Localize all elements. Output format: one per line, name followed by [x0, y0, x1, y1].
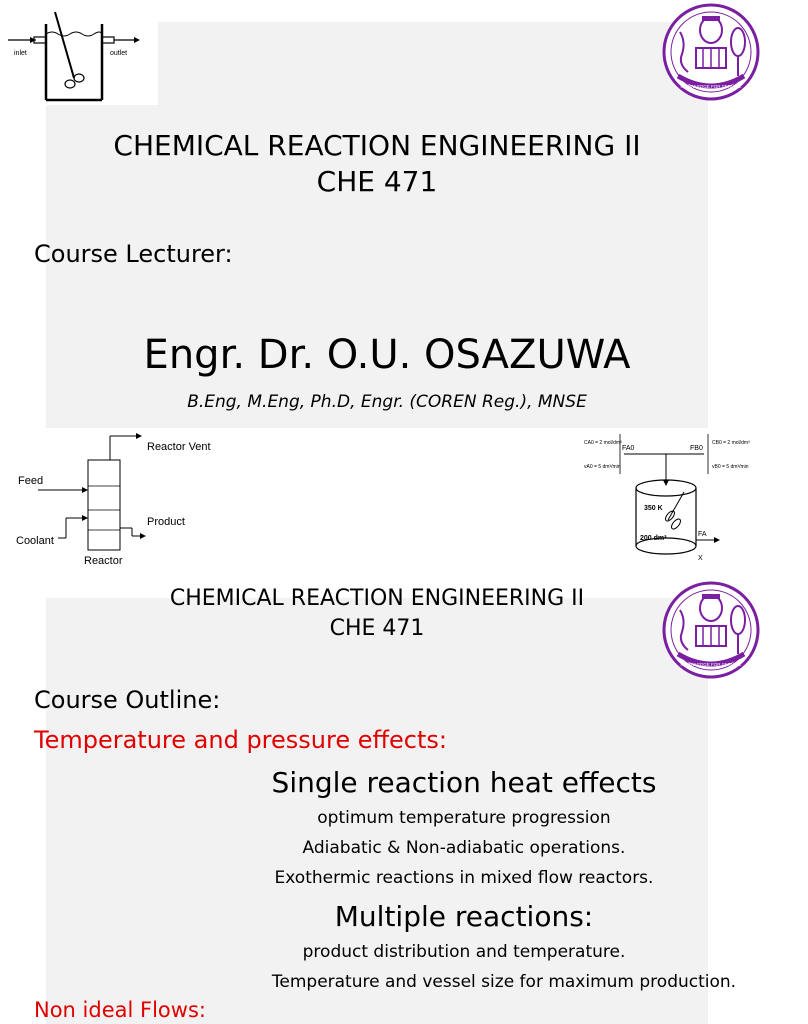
item-2-1: product distribution and temperature. — [302, 942, 626, 962]
volume-label: 200 dm³ — [640, 535, 667, 542]
heading-single-reaction: Single reaction heat effects — [271, 766, 657, 799]
section-non-ideal-flows: Non ideal Flows: — [34, 998, 206, 1022]
course-code-2: CHE 471 — [329, 616, 425, 641]
conversion-label: X — [698, 555, 703, 562]
temperature-label: 350 K — [644, 505, 663, 512]
feed-label: Feed — [18, 475, 44, 487]
item-1-2: Adiabatic & Non-adiabatic operations. — [302, 838, 626, 858]
va0-label: vA0 = 5 dm³/min — [584, 464, 621, 470]
item-1-3: Exothermic reactions in mixed flow reactors. — [274, 868, 654, 888]
fa-label: FA — [698, 531, 707, 538]
cstr-diagram — [0, 0, 158, 105]
course-title-2: CHEMICAL REACTION ENGINEERING II — [169, 586, 585, 611]
item-1-1: optimum temperature progression — [317, 808, 611, 828]
university-logo — [658, 2, 764, 102]
fb0-label: FB0 — [690, 445, 703, 452]
tank-reactor-diagram — [584, 428, 754, 562]
product-label: Product — [147, 516, 185, 528]
item-2-2: Temperature and vessel size for maximum production. — [271, 972, 737, 992]
heading-multiple-reactions: Multiple reactions: — [334, 900, 594, 933]
course-outline-label: Course Outline: — [34, 686, 221, 714]
slide-1-title — [46, 128, 708, 200]
course-code: CHE 471 — [316, 165, 438, 198]
reactor-flow-diagram — [10, 430, 211, 567]
cb0-label: CB0 = 2 mol/dm³ — [712, 440, 750, 446]
lecturer-name: Engr. Dr. O.U. OSAZUWA — [143, 332, 631, 378]
slide-2-title — [46, 584, 708, 644]
logo-motto: KNOWLEDGE FOR SERVICE — [680, 84, 742, 89]
lecturer-qualifications: B.Eng, M.Eng, Ph.D, Engr. (COREN Reg.), MNSE — [187, 392, 587, 412]
logo-motto-2: KNOWLEDGE FOR SERVICE — [680, 662, 742, 667]
vb0-label: vB0 = 5 dm³/min — [712, 464, 749, 470]
inlet-label: inlet — [14, 50, 27, 57]
reactor-vent-label — [147, 441, 211, 453]
ca0-label: CA0 = 2 mol/dm³ — [584, 440, 622, 446]
course-title: CHEMICAL REACTION ENGINEERING II — [113, 129, 641, 162]
course-lecturer-label: Course Lecturer: — [34, 240, 233, 268]
fa0-label: FA0 — [622, 445, 635, 452]
section-temperature-pressure: Temperature and pressure effects: — [34, 726, 447, 754]
reactor-label: Reactor — [84, 555, 123, 567]
outlet-label: outlet — [110, 50, 128, 57]
coolant-label: Coolant — [16, 535, 54, 547]
reactor-vent-line: Reactor Vent — [147, 441, 211, 453]
